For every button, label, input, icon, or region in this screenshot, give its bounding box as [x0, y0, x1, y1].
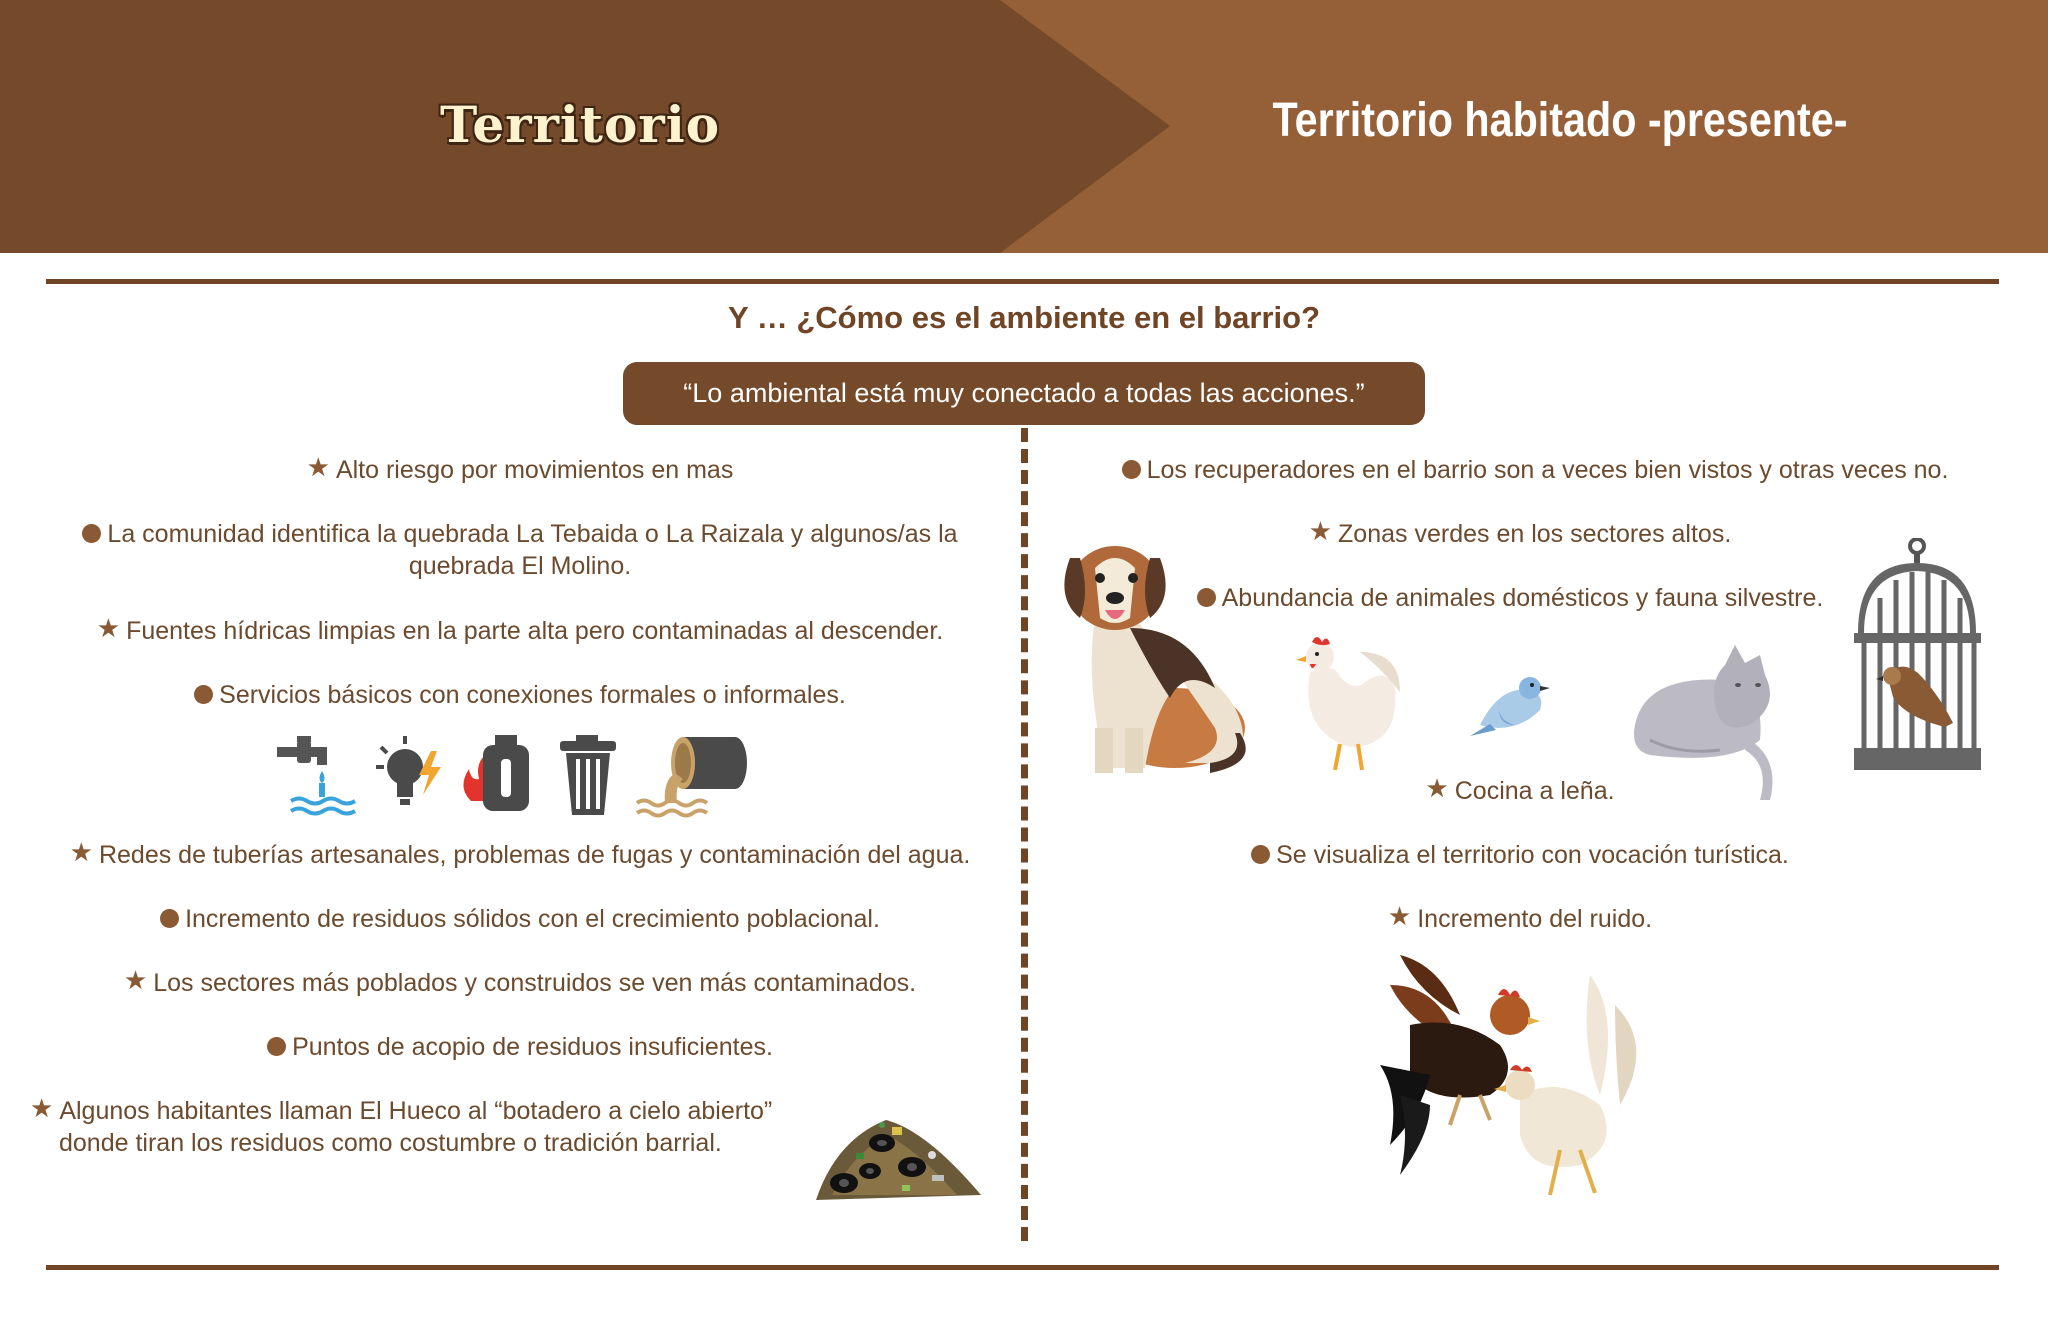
trash-bin-icon: [560, 735, 616, 815]
left-item-5: ★ Redes de tuberías artesanales, problemas de fugas y contaminación del agua.: [69, 837, 971, 869]
gas-cylinder-icon: [463, 735, 529, 811]
birdcage-illustration: [1850, 538, 1985, 774]
water-tap-icon: [277, 736, 355, 814]
right-item-5: Se visualiza el territorio con vocación turística.: [1040, 839, 2000, 871]
right-item-3: Abundancia de animales domésticos y fauna silvestre.: [1160, 582, 1860, 614]
fighting-roosters-illustration: [1370, 945, 1665, 1210]
left-item-2: La comunidad identifica la quebrada La Tebaida o La Raizala y algunos/as la quebrada El Molino.: [20, 518, 1020, 582]
blue-bird-illustration: [1470, 670, 1552, 740]
bullet-dot-icon: [194, 685, 213, 704]
bullet-dot-icon: [1122, 460, 1141, 479]
star-icon: ★: [1425, 773, 1449, 804]
left-item-1: ★ Alto riesgo por movimientos en mas: [306, 452, 734, 484]
left-item-7: ★ Los sectores más poblados y construidos se ven más contaminados.: [123, 965, 917, 997]
header-banner: [0, 0, 2048, 253]
star-icon: ★: [1387, 901, 1412, 932]
electricity-bulb-icon: [376, 736, 441, 805]
hen-illustration: [1290, 632, 1410, 774]
quote-banner: [623, 362, 1425, 425]
star-icon: ★: [96, 613, 121, 644]
center-divider: [1021, 428, 1028, 1241]
bullet-dot-icon: [267, 1037, 286, 1056]
top-rule: [46, 279, 1999, 284]
bullet-dot-icon: [160, 909, 179, 928]
star-icon: ★: [30, 1093, 54, 1124]
garbage-pile-illustration: [812, 1105, 987, 1205]
bullet-dot-icon: [82, 524, 101, 543]
sewage-pipe-icon: [637, 737, 747, 816]
dog-illustration: [1055, 528, 1265, 778]
left-item-8: Puntos de acopio de residuos insuficientes.: [40, 1031, 1000, 1063]
star-icon: ★: [69, 837, 93, 868]
bullet-dot-icon: [1251, 845, 1270, 864]
right-item-4: ★ Cocina a leña.: [1425, 773, 1615, 805]
left-item-9: ★ Algunos habitantes llaman El Hueco al “botadero a cielo abierto” donde tiran los residuos como costumbre o tradición barrial.: [30, 1093, 773, 1157]
section-title: Territorio: [439, 95, 721, 154]
service-icons-row: [275, 733, 760, 818]
right-item-1: Los recuperadores en el barrio son a veces bien vistos y otras veces no.: [1040, 454, 2030, 486]
left-item-4: Servicios básicos con conexiones formales o informales.: [40, 679, 1000, 711]
cat-illustration: [1630, 645, 1795, 807]
question-heading: Y … ¿Cómo es el ambiente en el barrio?: [727, 300, 1321, 335]
star-icon: ★: [306, 452, 330, 483]
quote-text: “Lo ambiental está muy conectado a todas las acciones.”: [683, 378, 1365, 408]
star-icon: ★: [123, 965, 148, 996]
star-icon: ★: [1308, 516, 1333, 547]
bottom-rule: [46, 1265, 1999, 1270]
left-item-3: ★ Fuentes hídricas limpias en la parte alta pero contaminadas al descender.: [96, 613, 944, 645]
right-item-2: ★ Zonas verdes en los sectores altos.: [1308, 516, 1732, 548]
right-item-6: ★ Incremento del ruido.: [1387, 901, 1653, 933]
left-item-6: Incremento de residuos sólidos con el crecimiento poblacional.: [40, 903, 1000, 935]
section-subtitle: Territorio habitado -presente-: [1272, 94, 1848, 147]
